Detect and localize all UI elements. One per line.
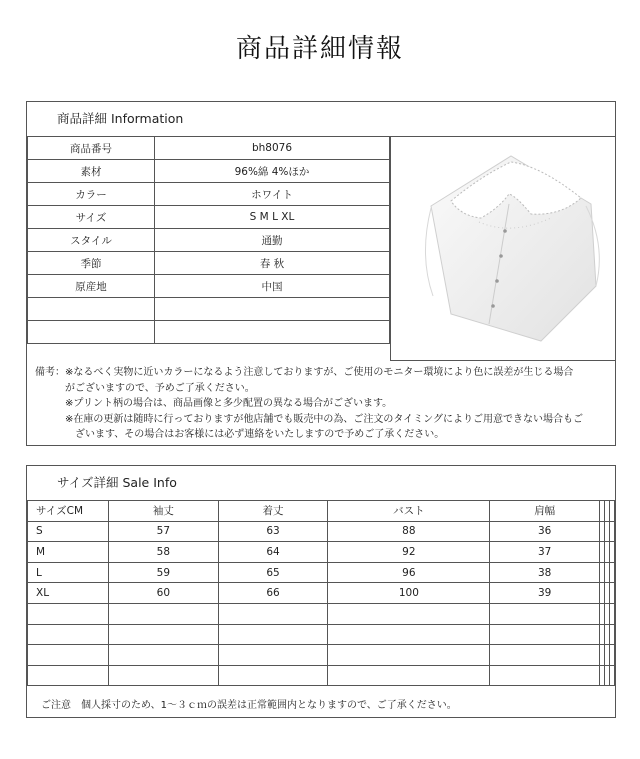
size-cell: L (28, 562, 109, 583)
info-value: ホワイト (155, 183, 390, 206)
size-cell: 65 (218, 562, 328, 583)
info-row (28, 321, 390, 344)
size-cell (610, 583, 615, 604)
size-row (28, 521, 615, 542)
size-cell: S (28, 521, 109, 542)
size-cell: 38 (490, 562, 600, 583)
size-cell: バスト (328, 501, 490, 522)
size-cell: M (28, 542, 109, 563)
size-cell (490, 603, 600, 624)
info-row (28, 275, 390, 298)
size-cell: 59 (109, 562, 219, 583)
size-cell: 92 (328, 542, 490, 563)
size-cell (109, 645, 219, 666)
size-cell (490, 624, 600, 645)
size-cell: 36 (490, 521, 600, 542)
size-cell (610, 624, 615, 645)
size-footnote: ご注意 個人採寸のため、1～３ｃｍの誤差は正常範囲内となりますので、ご了承ください。 (41, 700, 457, 711)
size-cell (610, 521, 615, 542)
product-photo (390, 136, 615, 361)
size-cell (218, 665, 328, 686)
info-table (27, 136, 390, 344)
size-row (28, 583, 615, 604)
info-value (155, 321, 390, 344)
size-cell (109, 624, 219, 645)
size-cell: 袖丈 (109, 501, 219, 522)
info-label: サイズ (28, 206, 155, 229)
size-cell: 64 (218, 542, 328, 563)
info-row (28, 183, 390, 206)
size-cell (28, 603, 109, 624)
info-value (155, 298, 390, 321)
size-cell: 39 (490, 583, 600, 604)
size-cell (490, 665, 600, 686)
info-value: 中国 (155, 275, 390, 298)
notes (35, 365, 609, 443)
size-table (27, 500, 615, 686)
size-cell (218, 624, 328, 645)
info-row (28, 298, 390, 321)
info-label (28, 321, 155, 344)
size-cell: 100 (328, 583, 490, 604)
size-cell: 57 (109, 521, 219, 542)
note-line: ざいます、その場合はお客様には必ず連絡をいたしますので予めご了承ください。 (35, 429, 445, 440)
size-cell: 肩幅 (490, 501, 600, 522)
size-cell (218, 603, 328, 624)
info-row (28, 160, 390, 183)
size-cell (328, 645, 490, 666)
note-line: がございますので、予めご了承ください。 (35, 382, 255, 394)
size-cell (28, 624, 109, 645)
info-value: 96%綿 4%ほか (155, 160, 390, 183)
size-row (28, 665, 615, 686)
size-cell: 88 (328, 521, 490, 542)
size-cell: 63 (218, 521, 328, 542)
size-row (28, 562, 615, 583)
info-row (28, 137, 390, 160)
info-row (28, 252, 390, 275)
size-cell (610, 603, 615, 624)
note-line: ※プリント柄の場合は、商品画像と多少配置の異なる場合がございます。 (35, 398, 393, 409)
size-cell: サイズCM (28, 501, 109, 522)
info-value: 通勤 (155, 229, 390, 252)
size-cell (610, 542, 615, 563)
size-cell (109, 665, 219, 686)
size-cell: 58 (109, 542, 219, 563)
size-cell (328, 665, 490, 686)
size-row (28, 645, 615, 666)
size-row (28, 603, 615, 624)
size-cell (610, 645, 615, 666)
page-title: 商品詳細情報 (235, 34, 404, 64)
info-label: 季節 (28, 252, 155, 275)
info-value: S M L XL (155, 206, 390, 229)
info-label: カラー (28, 183, 155, 206)
size-cell: 60 (109, 583, 219, 604)
note-line: ※在庫の更新は随時に行っておりますが他店舗でも販売中の為、ご注文のタイミングによりご用意できない場合もご (35, 413, 583, 425)
size-cell (610, 501, 615, 522)
info-label: スタイル (28, 229, 155, 252)
info-row (28, 229, 390, 252)
note-line: 備考：※なるべく実物に近いカラーになるよう注意しておりますが、ご使用のモニター環境により色に誤差が生じる場合 (35, 367, 574, 378)
size-cell: 66 (218, 583, 328, 604)
size-cell (28, 645, 109, 666)
size-cell (610, 562, 615, 583)
size-header-row (28, 501, 615, 522)
size-heading: サイズ詳細 Sale Info (27, 466, 615, 501)
size-cell (328, 624, 490, 645)
info-value: 春 秋 (155, 252, 390, 275)
size-row (28, 542, 615, 563)
info-label: 原産地 (28, 275, 155, 298)
size-cell: 96 (328, 562, 490, 583)
size-cell (218, 645, 328, 666)
info-value: bh8076 (155, 137, 390, 160)
size-cell (490, 645, 600, 666)
info-label: 商品番号 (28, 137, 155, 160)
size-cell: XL (28, 583, 109, 604)
white-blouse-image (391, 136, 614, 359)
size-cell (610, 665, 615, 686)
info-row (28, 206, 390, 229)
product-info-section (26, 101, 616, 446)
size-cell (28, 665, 109, 686)
info-label (28, 298, 155, 321)
size-info-section (26, 465, 616, 718)
info-label: 素材 (28, 160, 155, 183)
size-cell (328, 603, 490, 624)
size-cell: 着丈 (218, 501, 328, 522)
size-cell: 37 (490, 542, 600, 563)
info-heading: 商品詳細 Information (27, 102, 615, 137)
size-cell (109, 603, 219, 624)
size-row (28, 624, 615, 645)
